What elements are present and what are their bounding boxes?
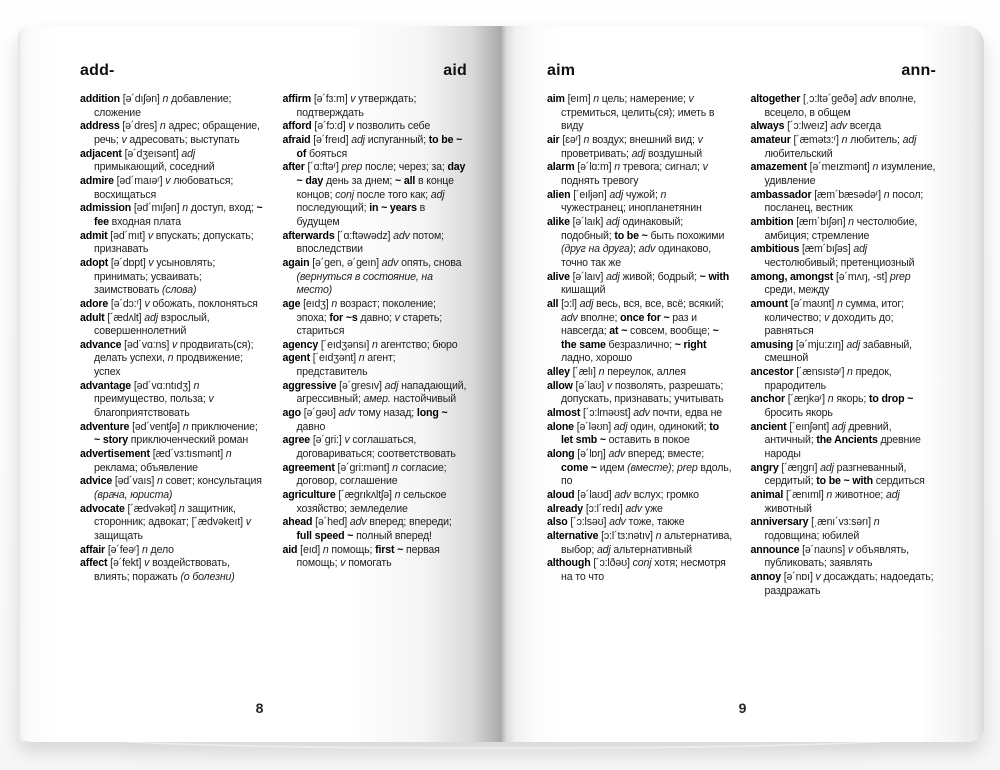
dictionary-entry: affirm [ə´fɜ:m] v утверждать; подтверждать	[282, 93, 417, 119]
dictionary-entry: age [eıdʒ] n возраст; поколение; эпоха; for ~s давно; v стареть; стариться	[282, 297, 443, 338]
dictionary-entry: advocate [´ædvəkət] n защитник, сторонник; адвокат; [´ædvəkeıt] v защищать	[80, 502, 251, 542]
dictionary-entry: ambassador [æm´bæsədəʳ] n посол; посланец, вестник	[750, 188, 924, 215]
dictionary-entry: amazement [ə´meızmənt] n изумление, удивление	[750, 161, 936, 187]
page-left	[18, 26, 501, 742]
dictionary-entry: admit [əd´mıt] v впускать; допускать; признавать	[80, 229, 254, 256]
guide-words-right-page	[547, 62, 936, 80]
dictionary-entry: also [´ɔ:lsəʊ] adv тоже, также	[547, 516, 685, 529]
dictionary-entry: afraid [ə´freıd] adj испуганный; to be ~ of бояться	[282, 133, 463, 160]
dictionary-entry: already [ɔ:l´redı] adv уже	[547, 502, 663, 515]
dictionary-entry: amusing [ə´mju:zıŋ] adj забавный, смешной	[750, 338, 912, 365]
entries-column-1	[80, 93, 265, 742]
dictionary-entry: ambitious [æm´bıʃəs] adj честолюбивый; претенциозный	[750, 243, 915, 269]
dictionary-entry: amateur [´æmətɜ:ʳ] n любитель; adj любительский	[750, 133, 917, 160]
dictionary-entry: alone [ə´ləʊn] adj один, одинокий; to let smb ~ оставить в покое	[547, 420, 719, 447]
dictionary-entry: advice [əd´vaıs] n совет; консультация (врача, юриста)	[80, 475, 262, 502]
dictionary-entry: anchor [´æŋkəʳ] n якорь; to drop ~ бросить якорь	[750, 393, 914, 420]
dictionary-entry: annoy [ə´nɒı] v досаждать; надоедать; раздражать	[750, 570, 934, 597]
dictionary-entry: afterwards [´ɑ:ftəwədz] adv потом; впоследствии	[282, 229, 444, 256]
dictionary-entry: angry [´æŋgrı] adj разгневанный, сердитый; to be ~ with сердиться	[750, 461, 925, 488]
dictionary-entry: agriculture [´ægrıkʌltʃə] n сельское хозяйство; земледелие	[282, 489, 447, 515]
guide-words-left-page	[80, 62, 467, 80]
columns-left-page	[80, 93, 467, 742]
dictionary-entry: animal [´ænıml] n животное; adj животный	[750, 489, 900, 515]
entries-column-4	[751, 93, 937, 742]
dictionary-entry: alike [ə´laık] adj одинаковый; подобный; to be ~ быть похожими (друг на друга); adv одинаково, точно так же	[547, 215, 725, 269]
dictionary-entry: advantage [əd´vɑ:ntıdʒ] n преимущество, польза; v благоприятствовать	[80, 379, 214, 420]
dictionary-entry: aggressive [ə´gresıv] adj нападающий, агрессивный; амер. настойчивый	[282, 379, 467, 406]
dictionary-entry: affair [ə´feəʳ] n дело	[80, 543, 174, 556]
dictionary-entry: among, amongst [ə´mʌŋ, -st] prep среди, между	[750, 270, 911, 297]
dictionary-entry: again [ə´gen, ə´geın] adv опять, снова (вернуться в состояние, на место)	[282, 256, 462, 297]
entries-column-2	[283, 93, 468, 742]
dictionary-entry: along [ə´lɒŋ] adv вперед; вместе; come ~ идем (вместе); prep вдоль, по	[547, 448, 732, 488]
page-number-right: 9	[738, 700, 747, 716]
dictionary-entry: alive [ə´laıv] adj живой; бодрый; ~ with кишащий	[547, 270, 730, 297]
dictionary-entry: anniversary [ˌænı´vɜ:sərı] n годовщина; юбилей	[750, 516, 880, 542]
guide-word-right: ann-	[901, 62, 936, 79]
dictionary-entry: aim [eım] n цель; намерение; v стремиться, целить(ся); иметь в виду	[547, 93, 715, 133]
entries-column-3	[547, 93, 733, 742]
page-number-left: 8	[255, 700, 264, 716]
dictionary-entry: adventure [əd´ventʃə] n приключение; ~ story приключенческий роман	[80, 420, 258, 447]
columns-right-page	[547, 93, 936, 742]
dictionary-entry: alarm [ə´lɑ:m] n тревога; сигнал; v поднять тревогу	[547, 161, 708, 187]
dictionary-entry: almost [´ɔ:lməʊst] adv почти, едва не	[547, 407, 723, 420]
guide-word-left: add-	[80, 62, 115, 79]
dictionary-entry: altogether [ˌɔ:ltə´geðə] adv вполне, всецело, в общем	[750, 93, 917, 119]
dictionary-entry: after [´ɑ:ftəʳ] prep после; через; за; day ~ day день за днем; ~ all в конце концов; conj после того как; adj последующий; in ~ years в будущем	[282, 161, 466, 228]
guide-word-left: aim	[547, 62, 576, 79]
dictionary-entry: advertisement [æd´vɜ:tısmənt] n реклама; объявление	[80, 448, 232, 474]
dictionary-entry: adore [ə´dɔ:ʳ] v обожать, поклоняться	[80, 297, 258, 310]
dictionary-entry: announce [ə´naʊns] v объявлять, публиковать; заявлять	[750, 543, 909, 570]
dictionary-entry: aid [eıd] n помощь; first ~ первая помощь; v помогать	[282, 543, 440, 570]
dictionary-entry: although [´ɔ:lðəʊ] conj хотя; несмотря на то что	[547, 557, 726, 583]
page-left-content	[18, 26, 501, 742]
page-right-content	[501, 26, 984, 742]
open-book-spread	[18, 26, 984, 742]
dictionary-entry: adopt [ə´dɒpt] v усыновлять; принимать; усваивать; заимствовать (слова)	[80, 256, 216, 297]
dictionary-entry: ahead [ə´hed] adv вперед; впереди; full speed ~ полный вперед!	[282, 516, 452, 542]
dictionary-entry: admission [əd´mıʃən] n доступ, вход; ~ fee входная плата	[80, 202, 263, 228]
dictionary-entry: ancient [´eınʃənt] adj древний, античный; the Ancients древние народы	[750, 420, 921, 461]
dictionary-entry: afford [ə´fɔ:d] v позволить себе	[282, 120, 431, 133]
dictionary-entry: amount [ə´maʊnt] n сумма, итог; количество; v доходить до; равняться	[750, 297, 904, 338]
dictionary-entry: all [ɔ:l] adj весь, вся, все, всё; всякий; adv вполне; once for ~ раз и навсегда; at ~ совсем, вообще; ~ the same безразлично; ~ right ладно, хорошо	[547, 297, 724, 365]
dictionary-entry: agent [´eıdʒənt] n агент; представитель	[282, 352, 396, 379]
dictionary-entry: alien [´eıljən] adj чужой; n чужестранец; инопланетянин	[547, 188, 702, 215]
dictionary-entry: addition [ə´dıʃən] n добавление; сложение	[80, 93, 232, 119]
guide-word-right: aid	[443, 62, 467, 79]
dictionary-entry: adult [´ædʌlt] adj взрослый, совершеннолетний	[80, 311, 210, 338]
dictionary-entry: agreement [ə´gri:mənt] n согласие; договор, соглашение	[282, 461, 447, 488]
dictionary-entry: alternative [ɔ:l´tɜ:nətıv] n альтернатива, выбор; adj альтернативный	[547, 530, 733, 556]
dictionary-entry: ambition [æm´bıʃən] n честолюбие, амбиция; стремление	[750, 215, 918, 242]
dictionary-entry: aloud [ə´laʊd] adv вслух; громко	[547, 489, 699, 502]
dictionary-entry: ago [ə´gəʊ] adv тому назад; long ~ давно	[282, 407, 448, 433]
dictionary-entry: allow [ə´laʊ] v позволять, разрешать; допускать, признавать; учитывать	[547, 379, 724, 406]
dictionary-entry: alley [´ælı] n переулок, аллея	[547, 366, 686, 379]
dictionary-entry: air [ɛəʳ] n воздух; внешний вид; v проветривать; adj воздушный	[547, 133, 703, 160]
dictionary-entry: admire [əd´maıəʳ] v любоваться; восхищаться	[80, 174, 234, 201]
dictionary-entry: agree [ə´gri:] v соглашаться, договариваться; соответствовать	[282, 434, 456, 461]
page-right	[501, 26, 984, 742]
dictionary-entry: always [´ɔ:lweız] adv всегда	[750, 120, 881, 133]
dictionary-entry: advance [əd´vɑ:ns] v продвигать(ся); делать успехи, n продвижение; успех	[80, 338, 254, 379]
dictionary-entry: address [ə´dres] n адрес; обращение, речь; v адресовать; выступать	[80, 120, 260, 146]
dictionary-entry: ancestor [´ænsıstəʳ] n предок, прародитель	[750, 366, 892, 392]
dictionary-entry: affect [ə´fekt] v воздействовать, влиять; поражать (о болезни)	[80, 557, 235, 583]
dictionary-entry: adjacent [ə´dʒeısənt] adj примыкающий, соседний	[80, 147, 215, 174]
dictionary-entry: agency [´eıdʒənsı] n агентство; бюро	[282, 338, 458, 351]
